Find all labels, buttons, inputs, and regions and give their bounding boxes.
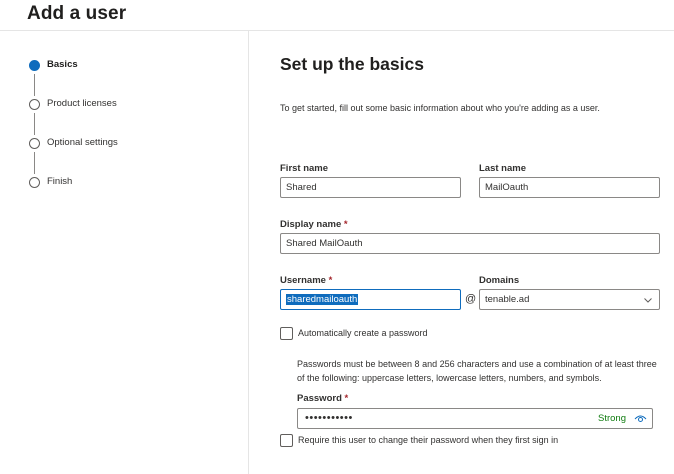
username-label (280, 275, 332, 286)
step-label: Basics (47, 59, 78, 70)
required-marker: * (344, 393, 349, 404)
step-indicator (29, 138, 40, 149)
display-name-input[interactable]: Shared MailOauth (280, 233, 660, 254)
step-label: Finish (47, 176, 73, 187)
step-connector (34, 113, 35, 135)
auto-password-checkbox[interactable] (280, 327, 293, 340)
username-label-text: Username (280, 275, 326, 286)
domains-dropdown[interactable] (479, 289, 660, 310)
step-label: Optional settings (47, 137, 118, 148)
step-connector (34, 152, 35, 174)
last-name-label: Last name (479, 163, 526, 174)
basics-form (249, 31, 674, 474)
step-label: Product licenses (47, 98, 117, 109)
domains-selected-value: tenable.ad (485, 294, 530, 305)
password-label-text: Password (297, 393, 342, 404)
chevron-down-icon (644, 296, 652, 304)
required-marker: * (343, 219, 348, 230)
step-active-indicator (29, 60, 40, 71)
require-change-row[interactable] (280, 434, 610, 448)
password-strength-indicator: Strong (598, 413, 626, 424)
domains-label: Domains (479, 275, 520, 286)
section-title: Set up the basics (280, 54, 424, 74)
password-input[interactable] (297, 408, 653, 429)
require-change-checkbox[interactable] (280, 434, 293, 447)
last-name-input[interactable]: MailOauth (479, 177, 660, 198)
require-change-label: Require this user to change their password when they first sign in (298, 435, 559, 445)
step-connector (34, 74, 35, 96)
at-sign: @ (465, 293, 477, 305)
intro-text: To get started, fill out some basic information about who you're adding as a user. (280, 103, 600, 113)
step-indicator (29, 177, 40, 188)
username-selected-text: sharedmailoauth (287, 294, 358, 305)
page-header (0, 0, 674, 31)
password-masked-value: ••••••••••• (305, 412, 353, 424)
eye-icon[interactable] (634, 414, 647, 424)
first-name-label: First name (280, 163, 329, 174)
step-indicator (29, 99, 40, 110)
first-name-input[interactable]: Shared (280, 177, 461, 198)
password-requirements-text: Passwords must be between 8 and 256 characters and use a combination of at least three of the following: uppercase letters, lowercase letters, numbers, and symbols. (297, 359, 657, 383)
password-label (297, 393, 348, 404)
display-name-label-text: Display name (280, 219, 342, 230)
page-title: Add a user (27, 3, 127, 24)
auto-password-row[interactable] (280, 327, 480, 341)
required-marker: * (328, 275, 333, 286)
username-input[interactable] (280, 289, 461, 310)
display-name-label (280, 219, 348, 230)
auto-password-label: Automatically create a password (298, 328, 428, 338)
wizard-stepper (0, 31, 249, 474)
